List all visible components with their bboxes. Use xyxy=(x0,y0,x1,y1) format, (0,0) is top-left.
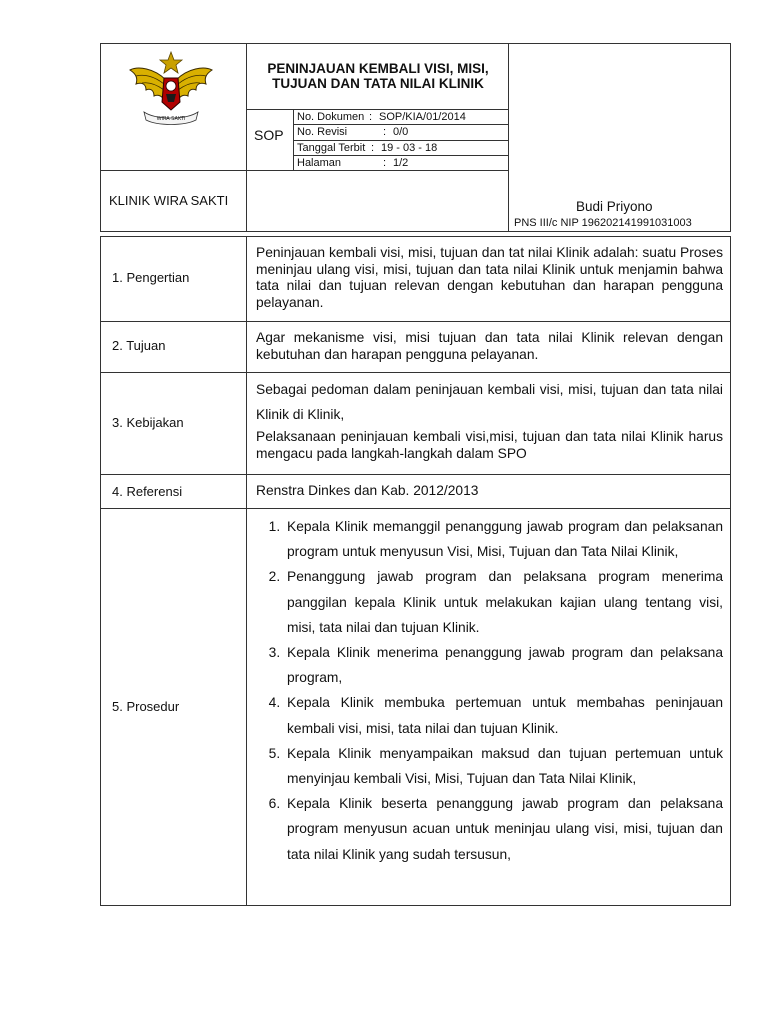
revision-value: 0/0 xyxy=(393,126,409,138)
section-label-kebijakan: 3. Kebijakan xyxy=(112,415,184,430)
signatory-name: Budi Priyono xyxy=(576,199,653,214)
divider xyxy=(100,321,731,322)
clinic-logo xyxy=(126,50,216,128)
kebijakan-text-1: Sebagai pedoman dalam peninjauan kembali visi, misi, tujuan dan tata nilai Klinik di Klinik, xyxy=(256,382,723,422)
divider xyxy=(100,508,731,509)
section-body-kebijakan xyxy=(256,378,723,462)
doc-number-label: No. Dokumen xyxy=(297,111,365,123)
issue-date-label: Tanggal Terbit xyxy=(297,142,366,154)
eagle-emblem-icon xyxy=(126,50,216,128)
doc-number-sep: : xyxy=(369,111,373,123)
section-label-referensi: 4. Referensi xyxy=(112,484,183,499)
divider xyxy=(293,140,508,141)
divider xyxy=(100,170,508,171)
tujuan-text: Agar mekanisme visi, misi tujuan dan tata nilai Klinik relevan dengan kebutuhan dan harapan pengguna pelayanan. xyxy=(256,330,723,362)
page-sep: : xyxy=(383,157,387,169)
svg-text:WIRA SAKTI: WIRA SAKTI xyxy=(156,116,186,122)
procedure-step: 4. Kepala Klinik membuka pertemuan untuk membahas peninjauan kembali visi, misi, tata nilai dan tujuan Klinik. xyxy=(284,690,723,740)
doc-number-value: SOP/KIA/01/2014 xyxy=(379,111,466,123)
referensi-text: Renstra Dinkes dan Kab. 2012/2013 xyxy=(256,483,479,498)
section-label-tujuan: 2. Tujuan xyxy=(112,338,166,353)
procedure-step: 6. Kepala Klinik beserta penanggung jawab program dan pelaksana program menyusun acuan untuk meninjau ulang visi, misi, tujuan dan tata nilai Klinik yang sudah tersusun, xyxy=(284,791,723,867)
divider xyxy=(293,124,508,125)
procedure-step: 3. Kepala Klinik menerima penanggung jawab program dan pelaksana program, xyxy=(284,640,723,690)
sop-label: SOP xyxy=(254,127,284,143)
issue-date-sep: : xyxy=(371,142,375,154)
signatory-nip: PNS III/c NIP 196202141991031003 xyxy=(514,217,692,229)
procedure-step: 2. Penanggung jawab program dan pelaksana program menerima panggilan kepala Klinik untuk melakukan kajian ulang tentang visi, misi, tata nilai dan tujuan Klinik. xyxy=(284,564,723,640)
clinic-name: KLINIK WIRA SAKTI xyxy=(109,193,229,208)
kebijakan-text-2: Pelaksanaan peninjauan kembali visi,misi, tujuan dan tata nilai Klinik harus mengacu pada langkah-langkah dalam SPO xyxy=(256,429,723,461)
procedure-list xyxy=(256,514,723,867)
section-label-prosedur: 5. Prosedur xyxy=(112,699,180,714)
divider xyxy=(246,43,247,232)
divider xyxy=(246,109,508,110)
divider xyxy=(100,474,731,475)
pengertian-text: Peninjauan kembali visi, misi, tujuan dan tat nilai Klinik adalah: suatu Proses meninjau ulang visi, misi, tujuan dan tata nilai Klinik untuk menjamin bahwa tata nilai dan tujuan relevan dengan kebutuhan dan harapan pengguna pelayanan. xyxy=(256,245,723,310)
revision-sep: : xyxy=(383,126,387,138)
issue-date-value: 19 - 03 - 18 xyxy=(381,142,438,154)
divider xyxy=(100,372,731,373)
procedure-step: 1. Kepala Klinik memanggil penanggung jawab program dan pelaksanan program untuk menyusun Visi, Misi, Tujuan dan Tata Nilai Klinik, xyxy=(284,514,723,564)
section-body-tujuan xyxy=(256,330,723,363)
divider xyxy=(508,43,509,232)
section-label-pengertian: 1. Pengertian xyxy=(112,270,190,285)
divider xyxy=(246,236,247,906)
page-label: Halaman xyxy=(297,157,342,169)
divider xyxy=(293,155,508,156)
page-value: 1/2 xyxy=(393,157,409,169)
document-title: PENINJAUAN KEMBALI VISI, MISI, TUJUAN DAN TATA NILAI KLINIK xyxy=(267,61,489,91)
revision-label: No. Revisi xyxy=(297,126,348,138)
section-body-prosedur xyxy=(256,514,723,867)
procedure-step: 5. Kepala Klinik menyampaikan maksud dan tujuan pertemuan untuk menyinjau kembali Visi, Misi, Tujuan dan Tata Nilai Klinik, xyxy=(284,741,723,791)
section-body-pengertian xyxy=(256,245,723,311)
